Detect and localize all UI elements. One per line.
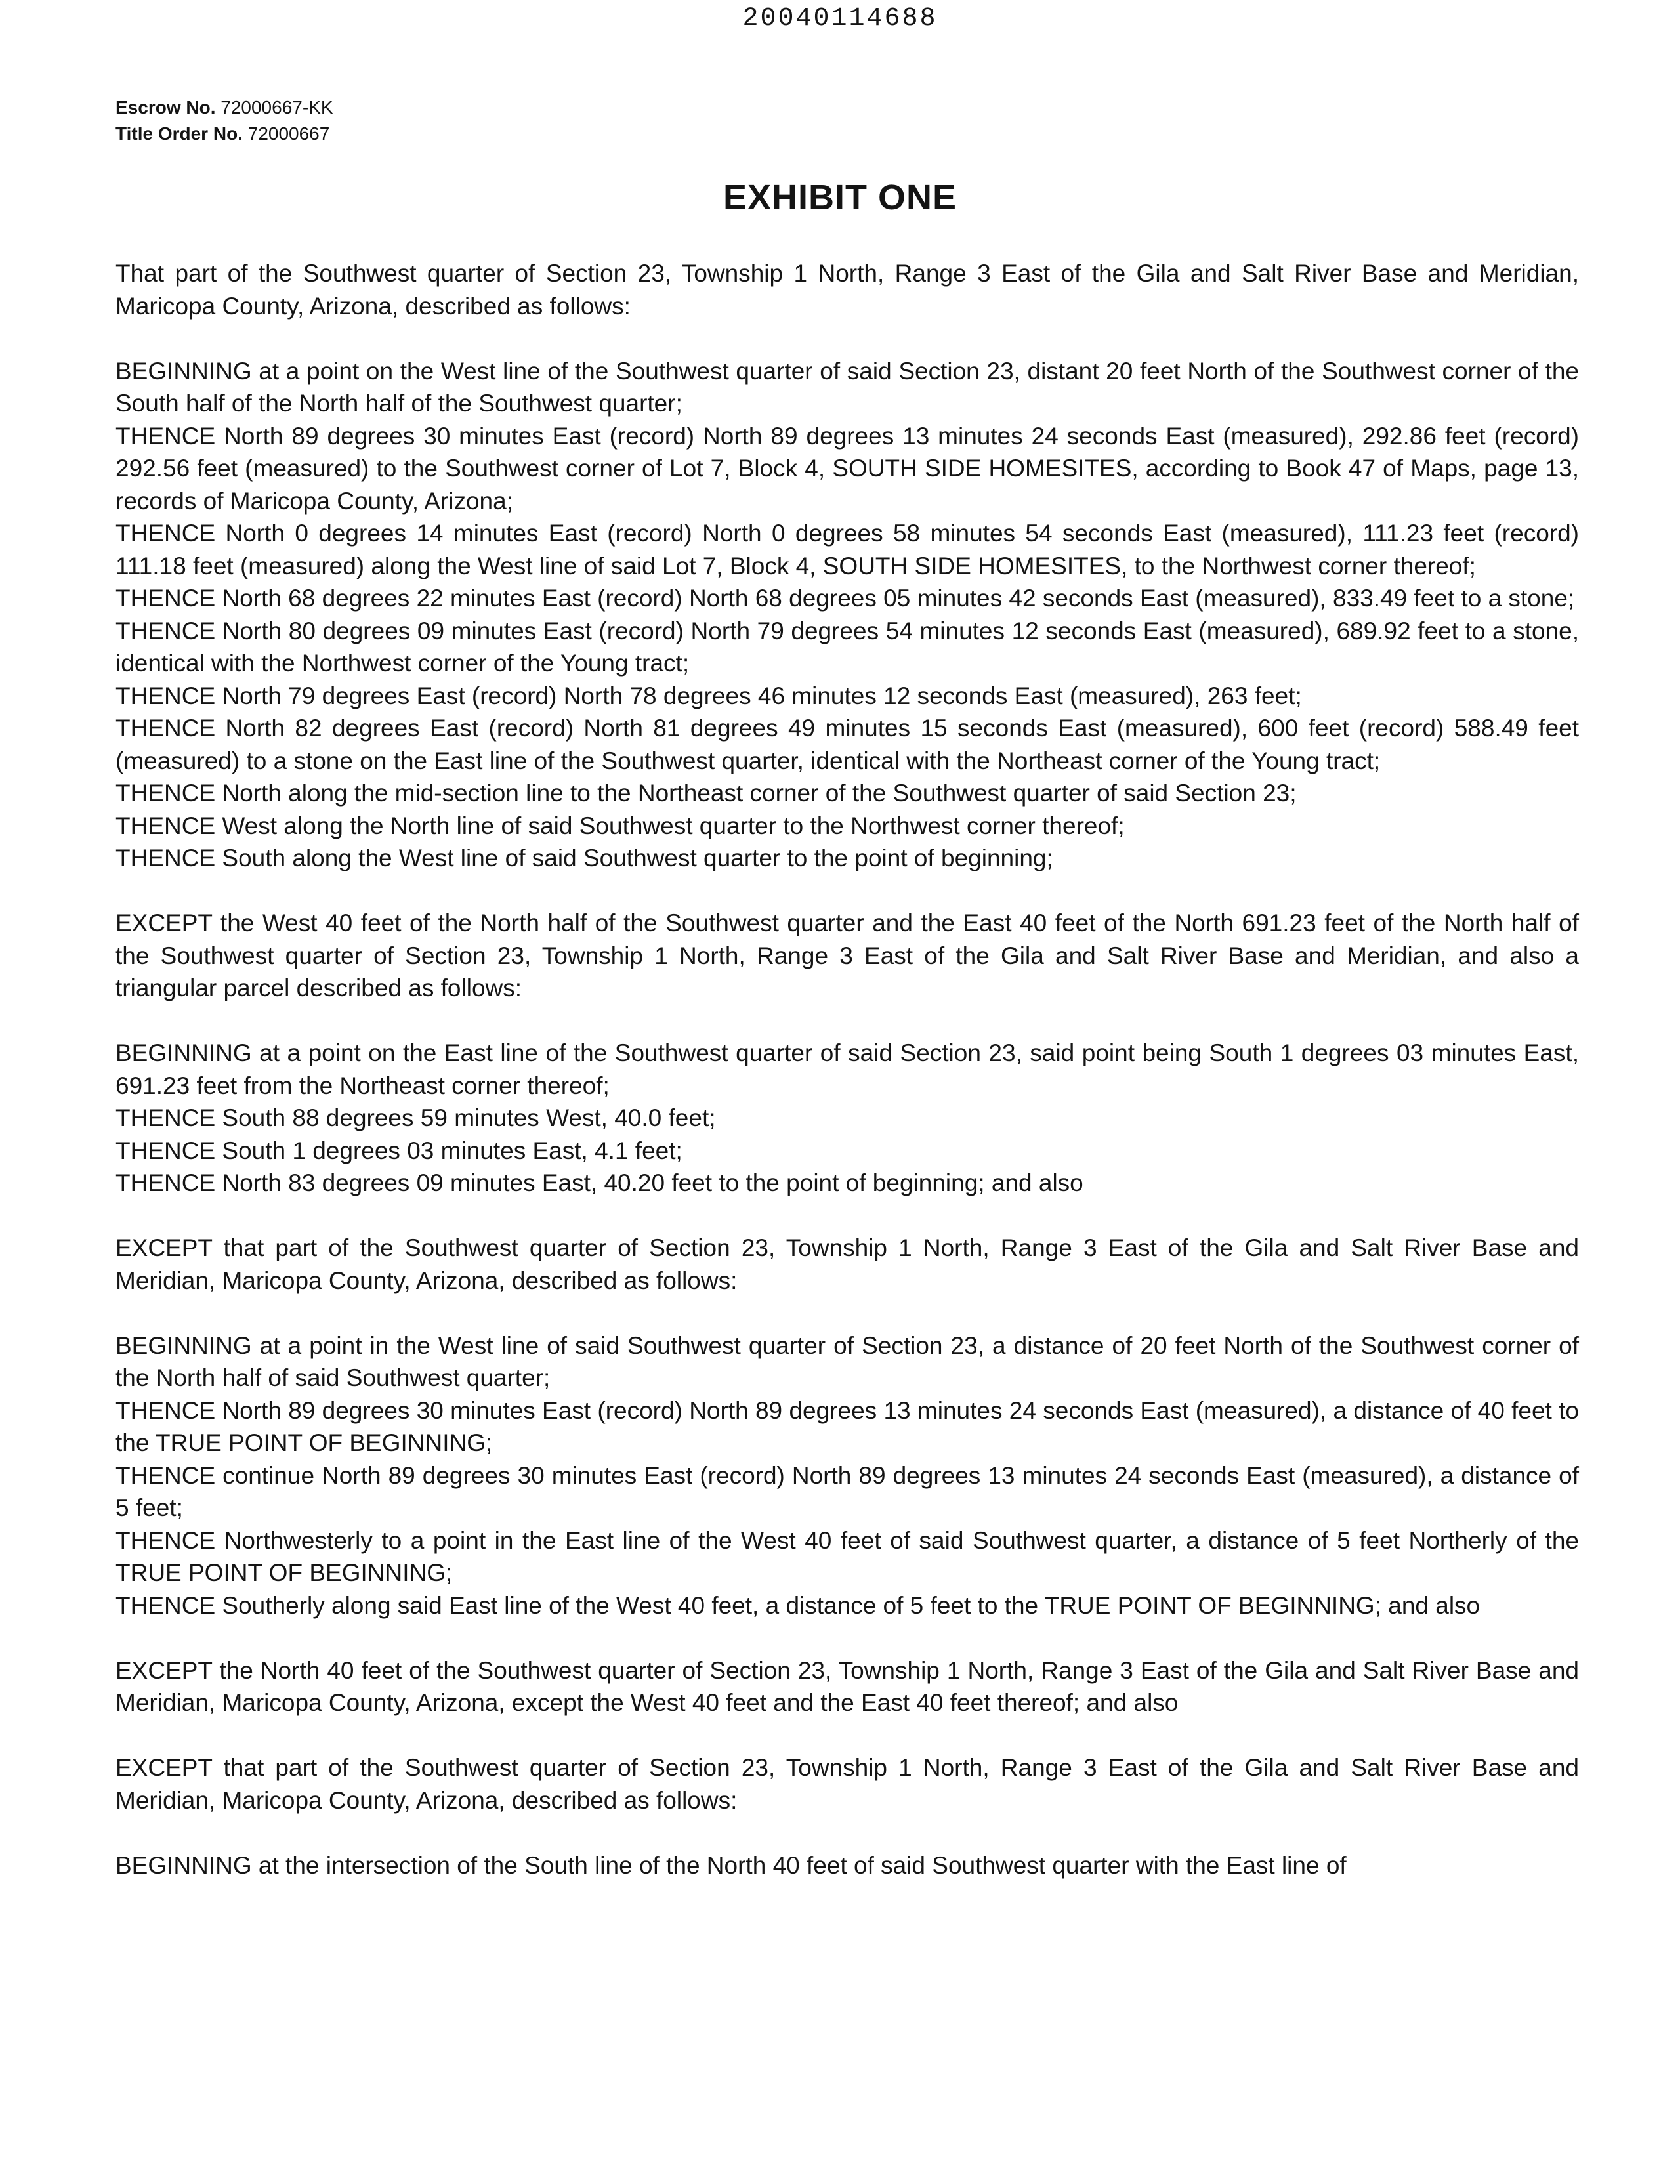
paragraph: THENCE Northwesterly to a point in the East line of the West 40 feet of said Southwest quarter, a distance of 5 feet Northerly of the TRUE POINT OF BEGINNING;: [116, 1526, 1579, 1586]
paragraph: THENCE South 1 degrees 03 minutes East, 4.1 feet;: [116, 1137, 682, 1164]
paragraph: THENCE North 82 degrees East (record) North 81 degrees 49 minutes 15 seconds East (measured), 600 feet (record) 588.49 feet (measured) to a stone on the East line of the Southwest quarter, identical with the Northeast corner of the Young tract;: [116, 715, 1579, 774]
escrow-value: 72000667-KK: [220, 97, 333, 117]
paragraph: THENCE West along the North line of said Southwest quarter to the Northwest corner thereof;: [116, 812, 1125, 839]
paragraph: THENCE continue North 89 degrees 30 minutes East (record) North 89 degrees 13 minutes 24 seconds East (measured), a distance of 5 feet;: [116, 1461, 1579, 1521]
paragraph: THENCE North 79 degrees East (record) North 78 degrees 46 minutes 12 seconds East (measured), 263 feet;: [116, 682, 1302, 709]
paragraph: THENCE North 80 degrees 09 minutes East (record) North 79 degrees 54 minutes 12 seconds East (measured), 689.92 feet to a stone, identical with the Northwest corner of the Young tract;: [116, 617, 1579, 677]
paragraph: THENCE North 68 degrees 22 minutes East (record) North 68 degrees 05 minutes 42 seconds East (measured), 833.49 feet to a stone;: [116, 585, 1575, 612]
escrow-line: [116, 94, 333, 121]
legal-description: [116, 257, 1579, 1881]
paragraph: THENCE Southerly along said East line of the West 40 feet, a distance of 5 feet to the TRUE POINT OF BEGINNING; and also: [116, 1591, 1480, 1619]
paragraph: THENCE South 88 degrees 59 minutes West, 40.0 feet;: [116, 1104, 716, 1131]
paragraph: That part of the Southwest quarter of Section 23, Township 1 North, Range 3 East of the Gila and Salt River Base and Meridian, Maricopa County, Arizona, described as follows:: [116, 260, 1579, 320]
title-order-label: Title Order No.: [116, 123, 243, 144]
paragraph: THENCE South along the West line of said Southwest quarter to the point of beginning;: [116, 845, 1053, 872]
paragraph: THENCE North 89 degrees 30 minutes East (record) North 89 degrees 13 minutes 24 seconds East (measured), a distance of 40 feet to the TRUE POINT OF BEGINNING;: [116, 1396, 1579, 1456]
paragraph: BEGINNING at a point on the West line of the Southwest quarter of said Section 23, distant 20 feet North of the Southwest corner of the South half of the North half of the Southwest quarter;: [116, 357, 1579, 417]
paragraph: THENCE North along the mid-section line to the Northeast corner of the Southwest quarter of said Section 23;: [116, 780, 1297, 807]
paragraph: THENCE North 0 degrees 14 minutes East (record) North 0 degrees 58 minutes 54 seconds East (measured), 111.23 feet (record) 111.18 feet (measured) along the West line of said Lot 7, Block 4, SOUTH SIDE HOMESITES, to the Northwest corner thereof;: [116, 520, 1579, 579]
paragraph: BEGINNING at a point on the East line of the Southwest quarter of said Section 23, said point being South 1 degrees 03 minutes East, 691.23 feet from the Northeast corner thereof;: [116, 1040, 1579, 1099]
paragraph: BEGINNING at the intersection of the South line of the North 40 feet of said Southwest quarter with the East line of: [116, 1851, 1347, 1879]
title-order-line: [116, 121, 333, 147]
escrow-label: Escrow No.: [116, 97, 216, 117]
paragraph: THENCE North 89 degrees 30 minutes East (record) North 89 degrees 13 minutes 24 seconds East (measured), 292.86 feet (record) 292.56 feet (measured) to the Southwest corner of Lot 7, Block 4, SOUTH SIDE HOMESITES, according to Book 47 of Maps, page 13, records of Maricopa County, Arizona;: [116, 422, 1579, 514]
document-number: 20040114688: [742, 4, 938, 33]
paragraph: EXCEPT the West 40 feet of the North half of the Southwest quarter and the East 40 feet of the North 691.23 feet of the North half of the Southwest quarter of Section 23, Township 1 North, Range 3 East of the Gila and Salt River Base and Meridian, and also a triangular parcel described as follows:: [116, 910, 1579, 1001]
paragraph: THENCE North 83 degrees 09 minutes East, 40.20 feet to the point of beginning; and also: [116, 1169, 1083, 1196]
paragraph: EXCEPT the North 40 feet of the Southwest quarter of Section 23, Township 1 North, Range 3 East of the Gila and Salt River Base and Meridian, Maricopa County, Arizona, except the West 40 feet and the East 40 feet thereof; and also: [116, 1656, 1579, 1716]
exhibit-title: EXHIBIT ONE: [723, 178, 957, 217]
paragraph: BEGINNING at a point in the West line of said Southwest quarter of Section 23, a distance of 20 feet North of the Southwest corner of the North half of said Southwest quarter;: [116, 1332, 1579, 1391]
paragraph: EXCEPT that part of the Southwest quarter of Section 23, Township 1 North, Range 3 East of the Gila and Salt River Base and Meridian, Maricopa County, Arizona, described as follows:: [116, 1754, 1579, 1814]
title-order-value: 72000667: [247, 123, 330, 144]
escrow-block: [116, 94, 333, 147]
paragraph: EXCEPT that part of the Southwest quarter of Section 23, Township 1 North, Range 3 East of the Gila and Salt River Base and Meridian, Maricopa County, Arizona, described as follows:: [116, 1234, 1579, 1294]
